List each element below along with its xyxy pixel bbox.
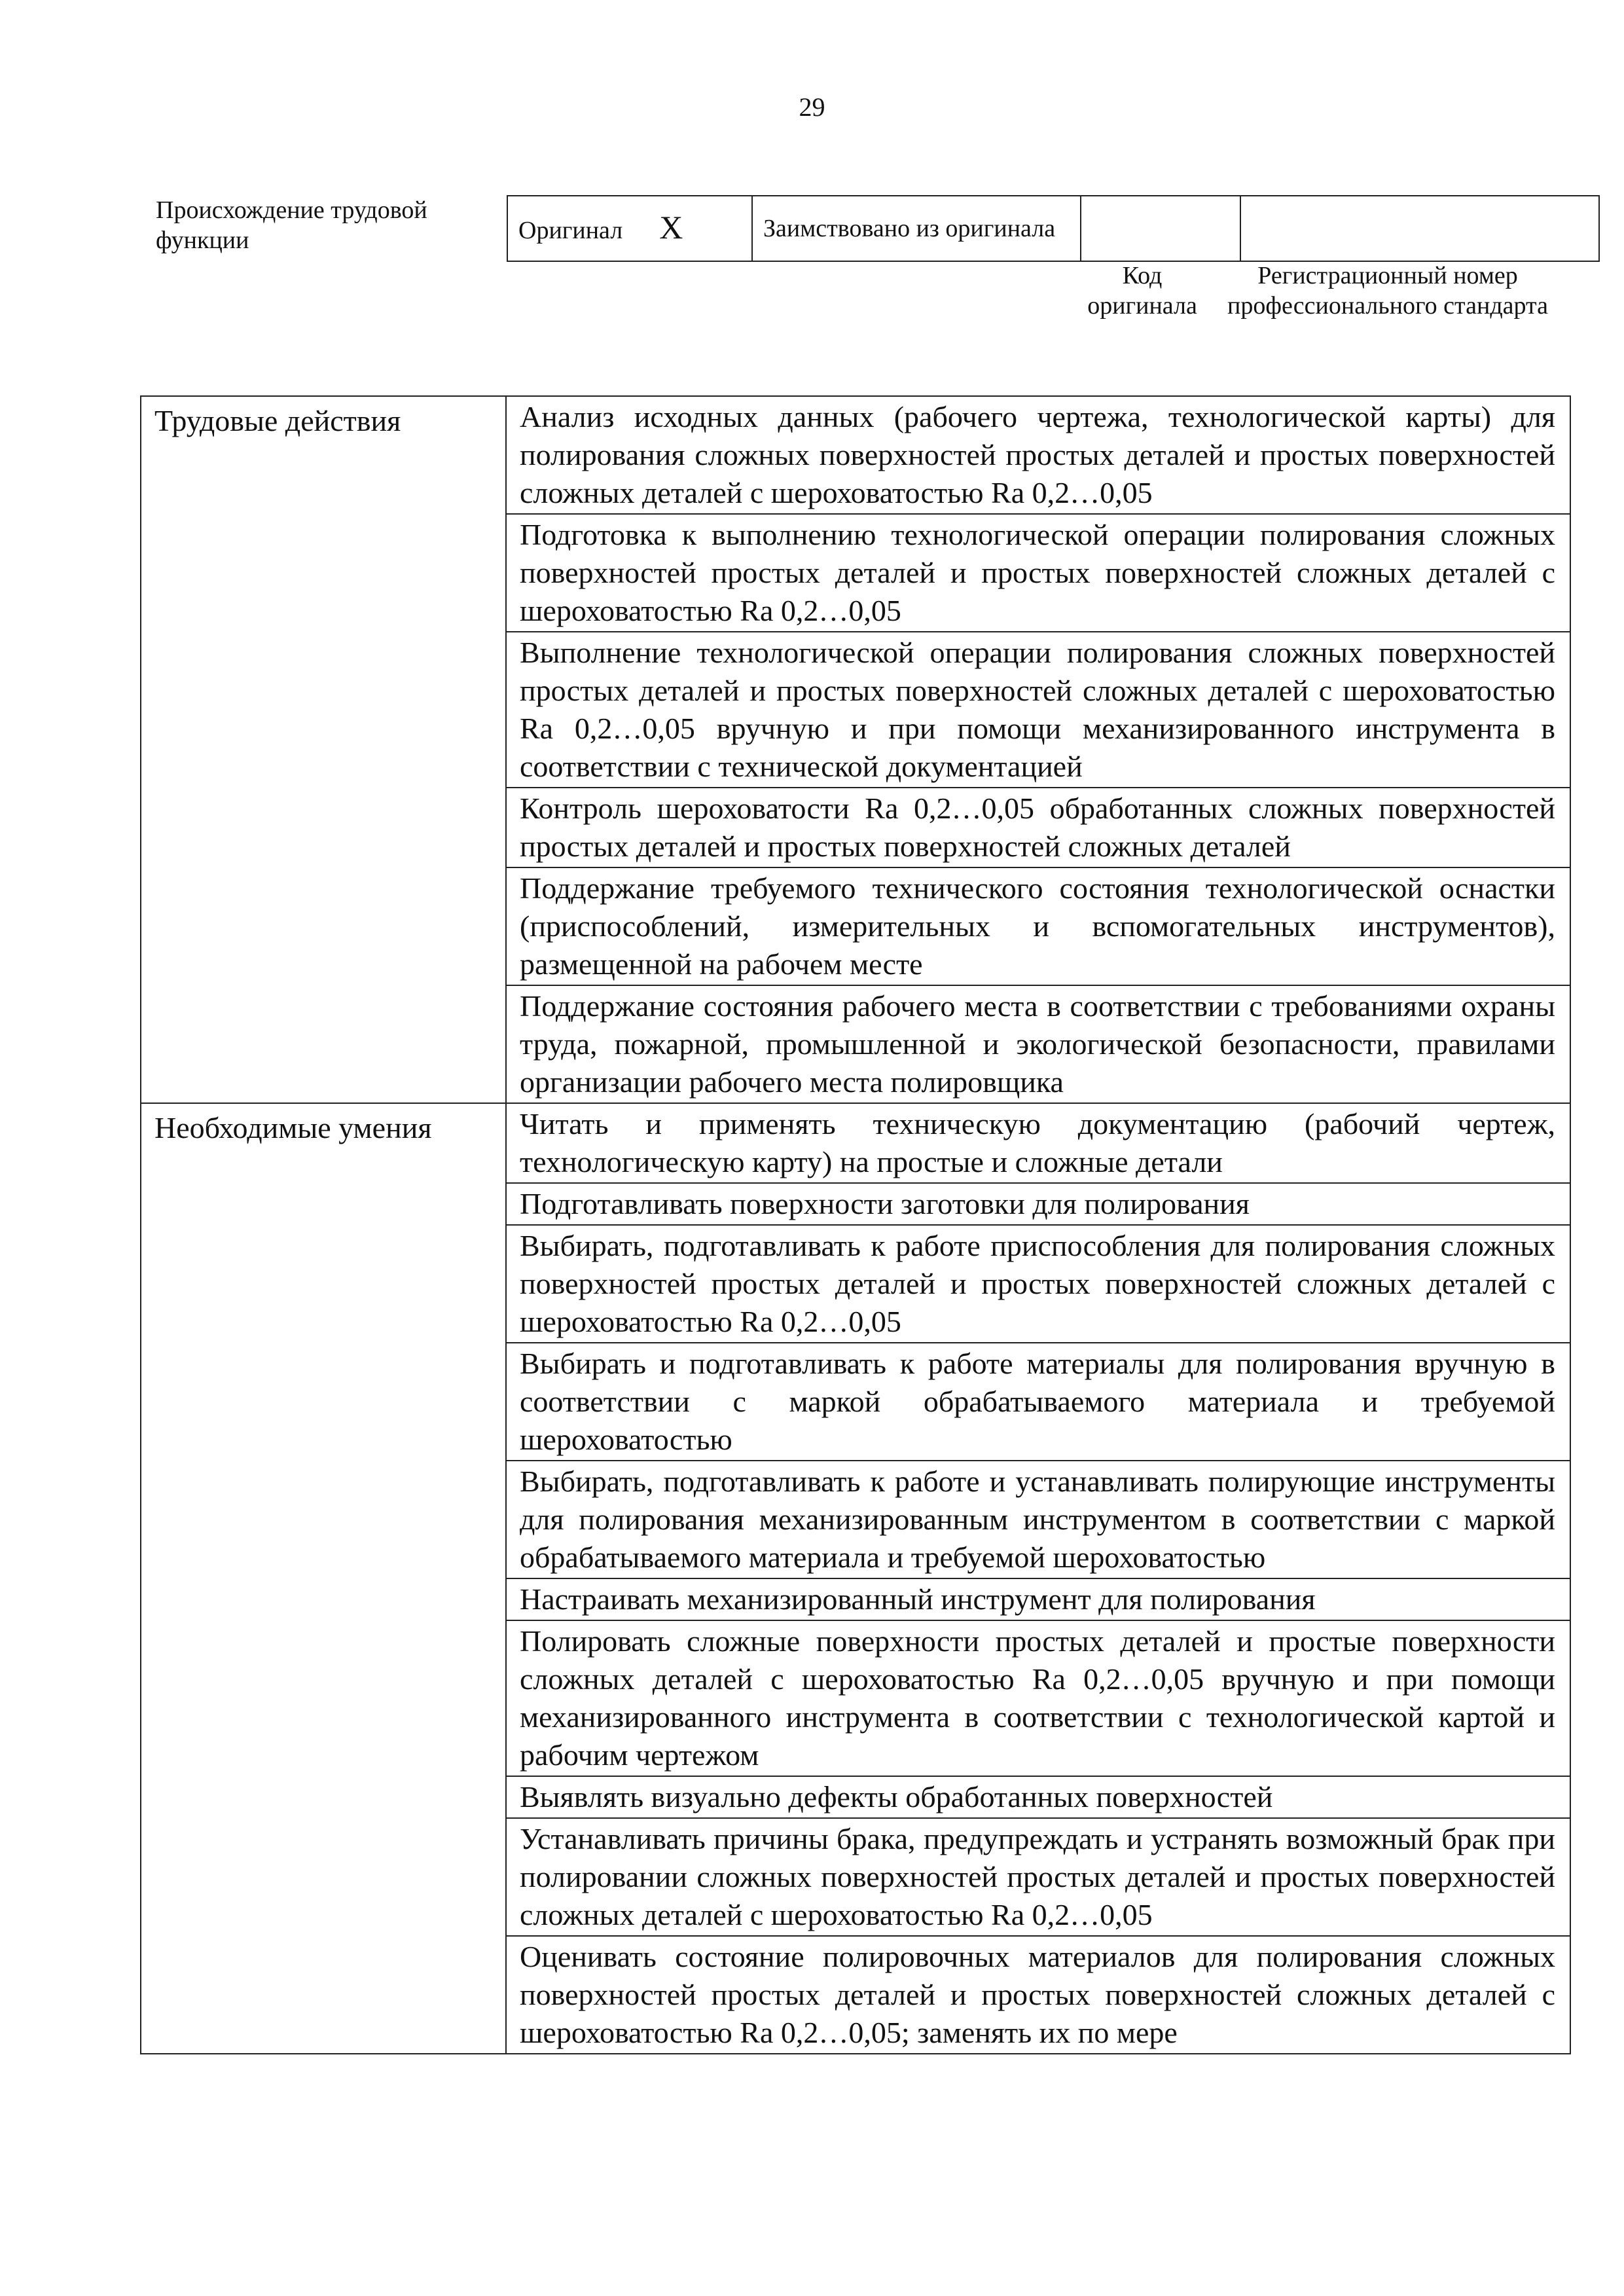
regnum-caption: Регистрационный номер профессионального стандарта bbox=[1227, 262, 1548, 319]
original-code-cell bbox=[1081, 196, 1240, 261]
code-caption: Код оригинала bbox=[1087, 262, 1197, 319]
section-item: Читать и применять техническую документацию (рабочий чертеж, технологическую карту) на простые и сложные детали bbox=[506, 1103, 1570, 1183]
origin-table bbox=[507, 195, 1600, 262]
section-title: Необходимые умения bbox=[141, 1103, 506, 2054]
section-item: Выполнение технологической операции полирования сложных поверхностей простых деталей и простых поверхностей сложных деталей с шероховатостью Ra 0,2…0,05 вручную и при помощи механизированного инструмента в соответствии с технической документацией bbox=[506, 632, 1570, 788]
section-item: Выбирать, подготавливать к работе приспособления для полирования сложных поверхностей простых деталей и простых поверхностей сложных деталей с шероховатостью Ra 0,2…0,05 bbox=[506, 1225, 1570, 1343]
section-item: Выявлять визуально дефекты обработанных поверхностей bbox=[506, 1776, 1570, 1818]
section-item: Контроль шероховатости Ra 0,2…0,05 обработанных сложных поверхностей простых деталей и простых поверхностей сложных деталей bbox=[506, 788, 1570, 867]
borrowed-cell bbox=[752, 196, 1081, 261]
labor-function-table bbox=[140, 395, 1571, 2054]
section-item: Выбирать и подготавливать к работе материалы для полирования вручную в соответствии с маркой обрабатываемого материала и требуемой шероховатостью bbox=[506, 1343, 1570, 1461]
origin-label: Происхождение трудовой функции bbox=[156, 196, 427, 254]
registration-number-cell bbox=[1240, 196, 1599, 261]
section-item: Настраивать механизированный инструмент для полирования bbox=[506, 1578, 1570, 1620]
section-item: Поддержание состояния рабочего места в соответствии с требованиями охраны труда, пожарной, промышленной и экологической безопасности, правилами организации рабочего места полировщика bbox=[506, 985, 1570, 1103]
section-item: Подготавливать поверхности заготовки для полирования bbox=[506, 1183, 1570, 1225]
section-item: Оценивать состояние полировочных материалов для полирования сложных поверхностей простых деталей и простых поверхностей сложных деталей с шероховатостью Ra 0,2…0,05; заменять их по мере bbox=[506, 1936, 1570, 2054]
original-mark: X bbox=[659, 208, 683, 246]
section-item: Устанавливать причины брака, предупреждать и устранять возможный брак при полировании сложных поверхностей простых деталей и простых поверхностей сложных деталей с шероховатостью Ra 0,2…0,05 bbox=[506, 1818, 1570, 1936]
section-item: Анализ исходных данных (рабочего чертежа, технологической карты) для полирования сложных поверхностей простых деталей и простых поверхностей сложных деталей с шероховатостью Ra 0,2…0,05 bbox=[506, 396, 1570, 514]
table-row bbox=[141, 396, 1570, 514]
page-number: 29 bbox=[799, 92, 825, 122]
section-item: Выбирать, подготавливать к работе и устанавливать полирующие инструменты для полирования механизированным инструментом в соответствии с маркой обрабатываемого материала и требуемой шероховатостью bbox=[506, 1461, 1570, 1578]
section-title: Трудовые действия bbox=[141, 396, 506, 1103]
original-label: Оригинал bbox=[518, 216, 623, 244]
original-cell bbox=[507, 196, 752, 261]
table-row bbox=[141, 1103, 1570, 1183]
section-item: Полировать сложные поверхности простых деталей и простые поверхности сложных деталей с шероховатостью Ra 0,2…0,05 вручную и при помощи механизированного инструмента в соответствии с технологической картой и рабочим чертежом bbox=[506, 1620, 1570, 1776]
section-item: Подготовка к выполнению технологической операции полирования сложных поверхностей простых деталей и простых поверхностей сложных деталей с шероховатостью Ra 0,2…0,05 bbox=[506, 514, 1570, 632]
borrowed-label: Заимствовано из оригинала bbox=[763, 215, 1056, 242]
section-item: Поддержание требуемого технического состояния технологической оснастки (приспособлений, измерительных и вспомогательных инструментов), размещенной на рабочем месте bbox=[506, 867, 1570, 985]
